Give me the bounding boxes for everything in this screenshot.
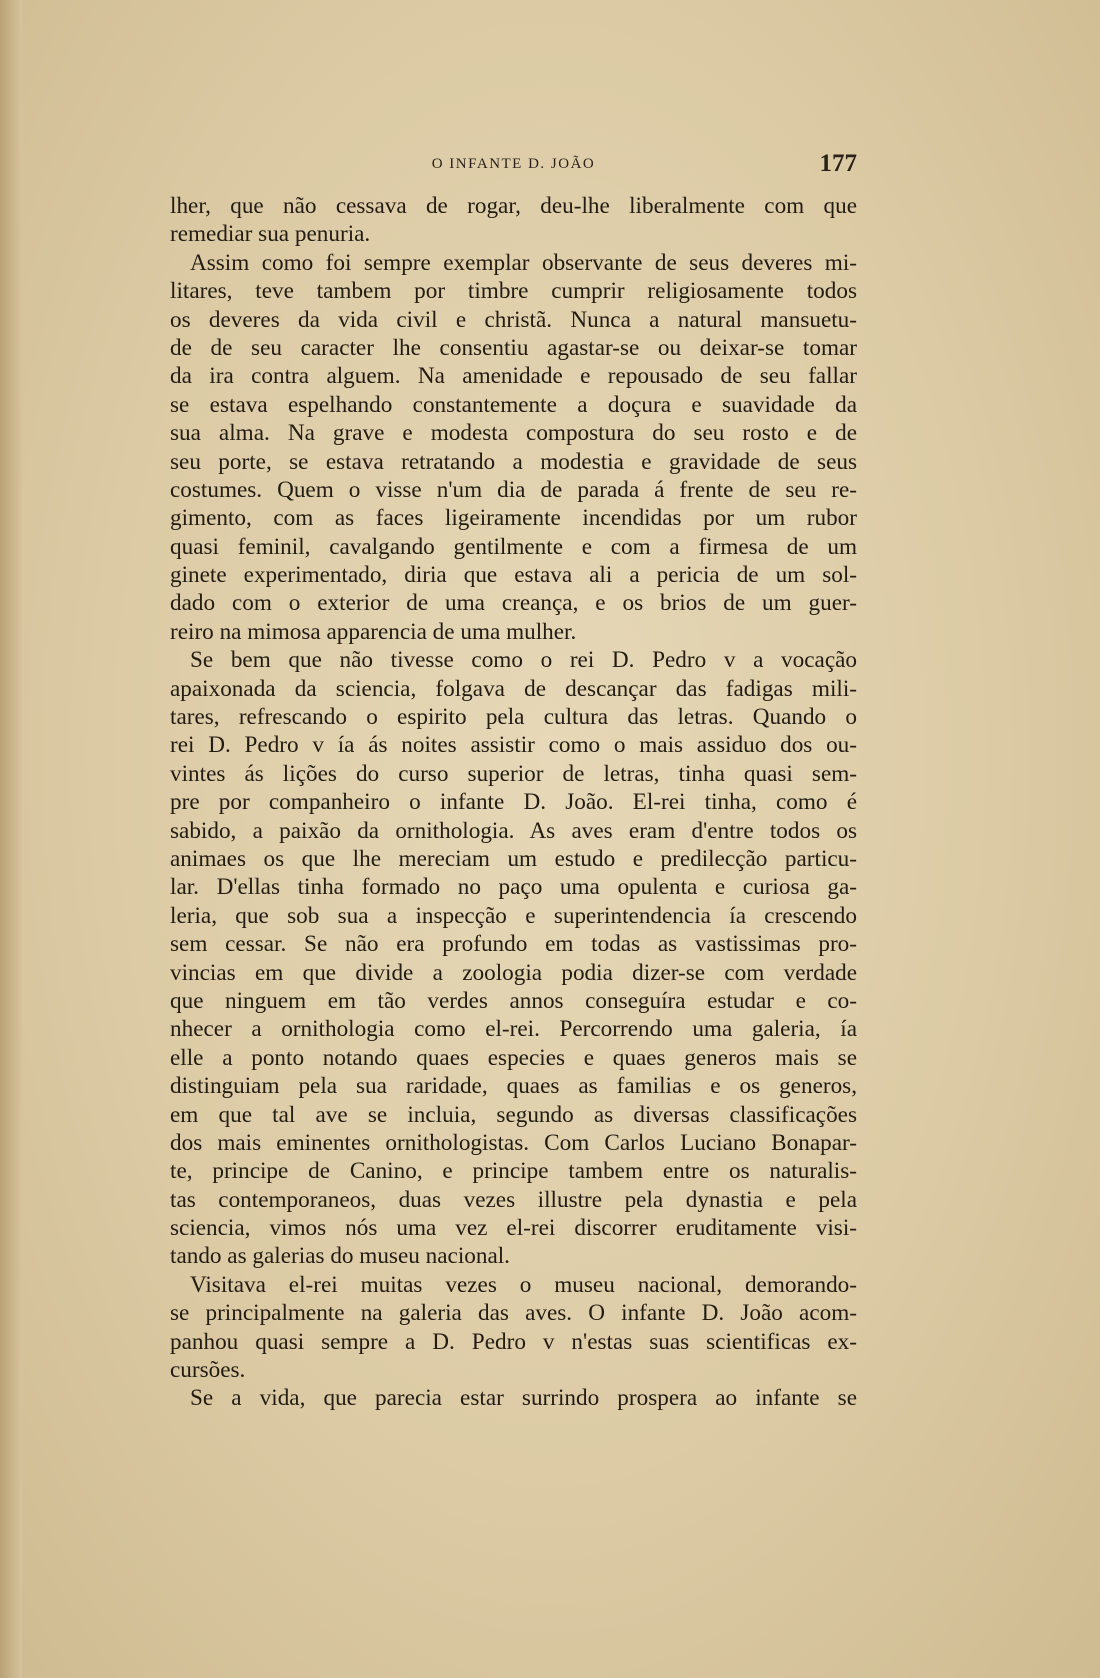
text-line: reiro na mimosa apparencia de uma mulher.: [170, 618, 577, 645]
text-line: seu porte, se estava retratando a modestia e gravidade de seus: [170, 448, 857, 475]
text-line: dado com o exterior de uma creança, e os brios de um guer-: [170, 590, 857, 617]
text-line: rei D. Pedro v ía ás noites assistir como o mais assiduo dos ou-: [170, 732, 857, 759]
text-line: tando as galerias do museu nacional.: [170, 1243, 510, 1270]
text-line: Visitava el-rei muitas vezes o museu nacional, demorando-: [190, 1271, 857, 1298]
text-line: leria, que sob sua a inspecção e superintendencia ía crescendo: [170, 902, 857, 929]
text-line: se principalmente na galeria das aves. O infante D. João acom-: [170, 1300, 857, 1327]
text-line: animaes os que lhe mereciam um estudo e predilecção particu-: [170, 845, 857, 872]
text-line: vincias em que divide a zoologia podia dizer-se com verdade: [170, 959, 857, 986]
text-line: lher, que não cessava de rogar, deu-lhe liberalmente com que: [170, 193, 857, 219]
text-line: distinguiam pela sua raridade, quaes as familias e os generos,: [170, 1073, 857, 1100]
text-line: tas contemporaneos, duas vezes illustre pela dynastia e pela: [170, 1186, 857, 1213]
text-line: remediar sua penuria.: [170, 221, 371, 248]
text-line: panhou quasi sempre a D. Pedro v n'estas suas scientificas ex-: [170, 1328, 857, 1355]
text-line: costumes. Quem o visse n'um dia de parada á frente de seu re-: [170, 476, 857, 503]
text-line: gimento, com as faces ligeiramente incendidas por um rubor: [170, 505, 857, 532]
text-line: sciencia, vimos nós uma vez el-rei discorrer eruditamente visi-: [170, 1215, 857, 1242]
text-line: tares, refrescando o espirito pela cultura das letras. Quando o: [170, 704, 857, 731]
text-line: pre por companheiro o infante D. João. El-rei tinha, como é: [170, 789, 857, 816]
text-line: sua alma. Na grave e modesta compostura do seu rosto e de: [170, 420, 857, 447]
text-line: Assim como foi sempre exemplar observante de seus deveres mi-: [190, 249, 857, 276]
text-line: em que tal ave se incluia, segundo as diversas classificações: [170, 1101, 857, 1128]
text-line: litares, teve tambem por timbre cumprir religiosamente todos: [170, 278, 857, 305]
text-line: apaixonada da sciencia, folgava de descançar das fadigas mili-: [170, 675, 857, 702]
text-line: cursões.: [170, 1357, 246, 1384]
text-line: lar. D'ellas tinha formado no paço uma opulenta e curiosa ga-: [170, 874, 857, 901]
text-line: os deveres da vida civil e christã. Nunca a natural mansuetu-: [170, 306, 857, 333]
text-line: que ninguem em tão verdes annos conseguíra estudar e co-: [170, 987, 857, 1014]
page-header: [170, 150, 857, 180]
text-line: de de seu caracter lhe consentiu agastar-se ou deixar-se tomar: [170, 334, 857, 361]
text-line: dos mais eminentes ornithologistas. Com Carlos Luciano Bonapar-: [170, 1129, 857, 1156]
text-line: nhecer a ornithologia como el-rei. Percorrendo uma galeria, ía: [170, 1016, 857, 1043]
text-line: ginete experimentado, diria que estava ali a pericia de um sol-: [170, 562, 857, 589]
text-line: Se bem que não tivesse como o rei D. Pedro v a vocação: [190, 647, 857, 674]
page-number: 177: [819, 150, 857, 177]
page-edge-shadow: [0, 0, 22, 1678]
running-title: O INFANTE D. JOÃO: [431, 156, 596, 172]
text-line: te, principe de Canino, e principe tambem entre os naturalis-: [170, 1158, 857, 1185]
text-line: quasi feminil, cavalgando gentilmente e com a firmesa de um: [170, 533, 857, 560]
body-text: [170, 192, 857, 1413]
text-line: vintes ás lições do curso superior de letras, tinha quasi sem-: [170, 760, 857, 787]
text-line: se estava espelhando constantemente a doçura e suavidade da: [170, 391, 857, 418]
text-line: elle a ponto notando quaes especies e quaes generos mais se: [170, 1044, 857, 1071]
text-line: sabido, a paixão da ornithologia. As aves eram d'entre todos os: [170, 817, 857, 844]
text-line: da ira contra alguem. Na amenidade e repousado de seu fallar: [170, 363, 857, 390]
text-line: sem cessar. Se não era profundo em todas as vastissimas pro-: [170, 931, 857, 958]
text-line: Se a vida, que parecia estar surrindo prospera ao infante se: [190, 1385, 857, 1412]
